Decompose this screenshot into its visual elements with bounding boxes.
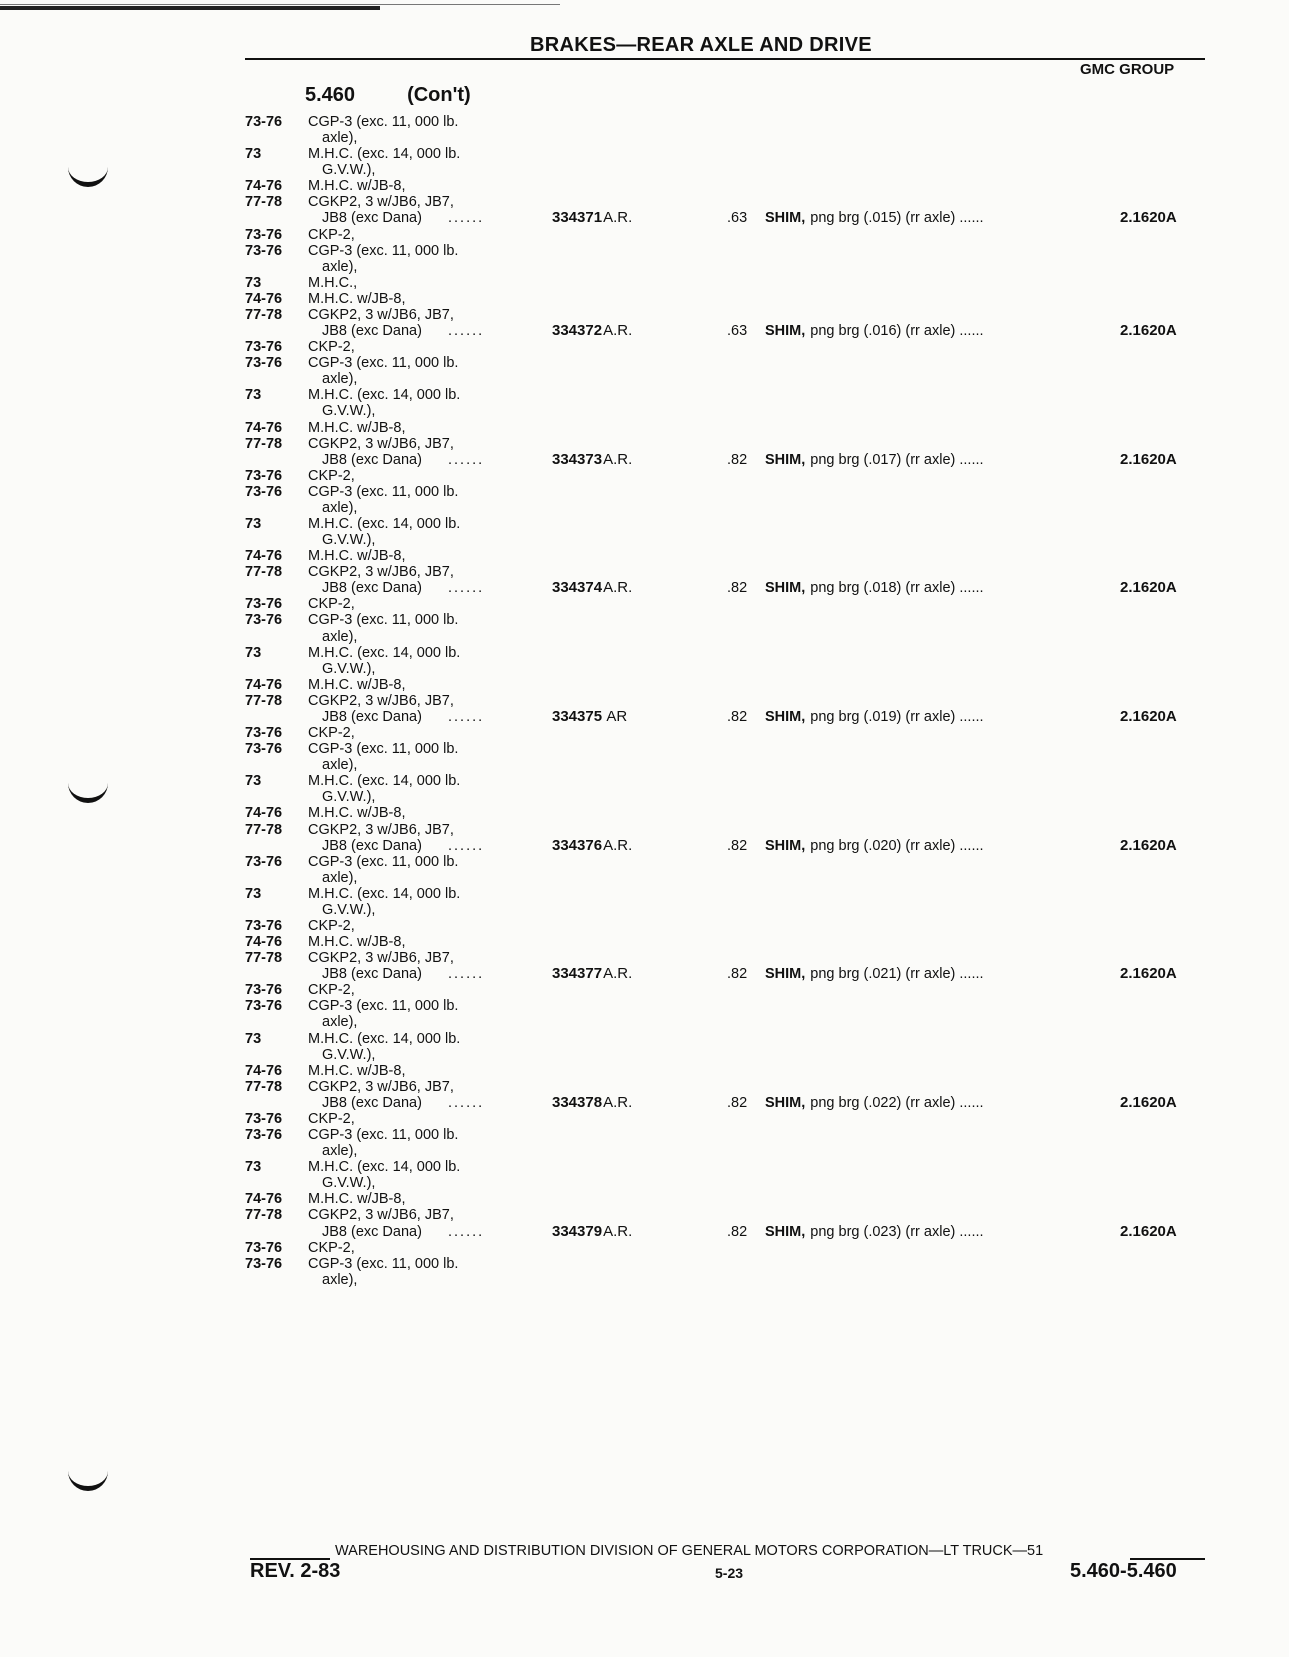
group-number: 2.1620A	[1120, 836, 1177, 854]
application-continued: JB8 (exc Dana)	[322, 210, 422, 227]
part-description	[765, 452, 984, 468]
model-application: CGKP2, 3 w/JB6, JB7,	[308, 1078, 454, 1095]
model-application: M.H.C. w/JB-8,	[308, 805, 406, 822]
model-years: 74-76	[245, 1062, 283, 1079]
model-application: CKP-2,	[308, 918, 355, 934]
application-continued: G.V.W.),	[322, 532, 376, 549]
as-required: A.R.	[603, 579, 633, 597]
part-name: SHIM,	[765, 837, 806, 854]
part-name: SHIM,	[765, 580, 806, 597]
application-continued: axle),	[322, 1271, 358, 1288]
model-application: CKP-2,	[308, 226, 355, 243]
part-detail: png brg (.019) (rr axle) ......	[810, 708, 984, 725]
model-application: M.H.C. w/JB-8,	[308, 934, 406, 951]
page-title: BRAKES—REAR AXLE AND DRIVE	[530, 34, 872, 56]
model-application: CKP-2,	[308, 982, 355, 999]
model-years: 73-76	[245, 483, 283, 500]
binder-hole-mark	[68, 1468, 108, 1491]
revision-label: REV. 2-83	[250, 1560, 341, 1582]
leader-dots: ......	[448, 451, 485, 468]
model-application: CKP-2,	[308, 339, 355, 356]
model-years: 73-76	[245, 982, 283, 999]
model-application: CGKP2, 3 w/JB6, JB7,	[308, 1207, 454, 1224]
application-continued: JB8 (exc Dana)	[322, 323, 422, 340]
part-description	[765, 709, 984, 725]
model-years: 77-78	[245, 1207, 283, 1224]
application-continued: axle),	[322, 757, 358, 774]
application-continued: G.V.W.),	[322, 901, 376, 918]
model-application: M.H.C. w/JB-8,	[308, 676, 406, 693]
model-application: CGP-3 (exc. 11, 000 lb.	[308, 114, 459, 130]
as-required: A.R.	[603, 1222, 633, 1240]
group-number: 2.1620A	[1120, 1093, 1177, 1111]
part-detail: png brg (.018) (rr axle) ......	[810, 580, 984, 597]
model-application: M.H.C. w/JB-8,	[308, 548, 406, 565]
part-number-cell	[552, 210, 632, 226]
part-detail: png brg (.023) (rr axle) ......	[810, 1223, 984, 1240]
part-description	[765, 838, 984, 854]
part-description	[765, 580, 984, 596]
application-continued: axle),	[322, 1143, 358, 1160]
part-name: SHIM,	[765, 708, 806, 725]
part-number-cell	[552, 452, 632, 468]
part-number: 334371	[552, 209, 603, 227]
binder-hole-mark	[68, 164, 108, 187]
leader-dots: ......	[448, 1094, 485, 1111]
application-continued: G.V.W.),	[322, 162, 376, 179]
application-continued: JB8 (exc Dana)	[322, 451, 422, 468]
model-application: M.H.C. (exc. 14, 000 lb.	[308, 516, 461, 532]
model-years: 77-78	[245, 692, 283, 709]
model-years: 73-76	[245, 596, 283, 613]
model-application: CGKP2, 3 w/JB6, JB7,	[308, 564, 454, 581]
model-application: CGP-3 (exc. 11, 000 lb.	[308, 355, 459, 372]
list-price: .82	[727, 708, 748, 725]
model-application: CGP-3 (exc. 11, 000 lb.	[308, 1255, 459, 1272]
model-application: CGP-3 (exc. 11, 000 lb.	[308, 741, 459, 758]
group-label: GMC GROUP	[1080, 61, 1175, 78]
list-price: .82	[727, 451, 748, 468]
application-continued: axle),	[322, 628, 358, 645]
application-continued: G.V.W.),	[322, 660, 376, 677]
part-number: 334377	[552, 965, 603, 983]
application-continued: JB8 (exc Dana)	[322, 1094, 422, 1111]
model-application: CGP-3 (exc. 11, 000 lb.	[308, 612, 459, 629]
model-application: CGKP2, 3 w/JB6, JB7,	[308, 194, 454, 211]
model-years: 73-76	[245, 467, 283, 484]
model-application: M.H.C. w/JB-8,	[308, 1191, 406, 1208]
application-continued: JB8 (exc Dana)	[322, 1223, 422, 1240]
list-price: .82	[727, 580, 748, 597]
part-name: SHIM,	[765, 210, 806, 227]
application-continued: JB8 (exc Dana)	[322, 708, 422, 725]
model-years: 73-76	[245, 226, 283, 243]
model-years: 73-76	[245, 998, 283, 1015]
model-years: 73-76	[245, 114, 283, 130]
model-years: 77-78	[245, 435, 283, 452]
part-detail: png brg (.017) (rr axle) ......	[810, 451, 984, 468]
model-application: CGKP2, 3 w/JB6, JB7,	[308, 435, 454, 452]
model-years: 73-76	[245, 355, 283, 372]
application-continued: G.V.W.),	[322, 1046, 376, 1063]
model-years: 74-76	[245, 934, 283, 951]
group-number: 2.1620A	[1120, 1222, 1177, 1240]
part-detail: png brg (.020) (rr axle) ......	[810, 837, 984, 854]
as-required: A.R.	[603, 450, 633, 468]
model-years: 73-76	[245, 1255, 283, 1272]
model-years: 73	[245, 1159, 262, 1176]
part-description	[765, 323, 984, 339]
application-continued: axle),	[322, 869, 358, 886]
model-application: CGP-3 (exc. 11, 000 lb.	[308, 853, 459, 870]
model-years: 73	[245, 773, 262, 790]
model-application: CGKP2, 3 w/JB6, JB7,	[308, 821, 454, 838]
model-application: M.H.C.,	[308, 274, 358, 291]
list-price: .82	[727, 1223, 748, 1240]
model-application: M.H.C. (exc. 14, 000 lb.	[308, 1159, 461, 1176]
part-name: SHIM,	[765, 1223, 806, 1240]
part-number: 334373	[552, 450, 603, 468]
part-detail: png brg (.015) (rr axle) ......	[810, 210, 984, 227]
model-years: 74-76	[245, 178, 283, 195]
part-name: SHIM,	[765, 451, 806, 468]
model-application: M.H.C. w/JB-8,	[308, 419, 406, 436]
leader-dots: ......	[448, 966, 485, 983]
model-application: M.H.C. (exc. 14, 000 lb.	[308, 773, 461, 790]
leader-dots: ......	[448, 708, 485, 725]
part-name: SHIM,	[765, 966, 806, 983]
model-years: 77-78	[245, 1078, 283, 1095]
group-number: 2.1620A	[1120, 965, 1177, 983]
as-required: A.R.	[603, 965, 633, 983]
part-number-cell	[552, 1224, 632, 1240]
application-continued: JB8 (exc Dana)	[322, 837, 422, 854]
model-years: 77-78	[245, 306, 283, 323]
part-number: 334379	[552, 1222, 603, 1240]
group-number: 2.1620A	[1120, 322, 1177, 340]
as-required: A.R.	[603, 209, 633, 227]
part-number-cell	[552, 1095, 632, 1111]
model-application: M.H.C. w/JB-8,	[308, 1062, 406, 1079]
part-number: 334378	[552, 1093, 603, 1111]
section-number: 5.460	[305, 84, 356, 106]
leader-dots: ......	[448, 837, 485, 854]
model-application: CGKP2, 3 w/JB6, JB7,	[308, 692, 454, 709]
section-heading	[305, 84, 471, 107]
model-application: M.H.C. (exc. 14, 000 lb.	[308, 146, 461, 163]
model-years: 77-78	[245, 821, 283, 838]
model-application: CGKP2, 3 w/JB6, JB7,	[308, 306, 454, 323]
model-years: 77-78	[245, 194, 283, 211]
model-application: M.H.C. w/JB-8,	[308, 290, 406, 307]
page-number: 5-23	[715, 1565, 744, 1581]
model-years: 74-76	[245, 419, 283, 436]
application-continued: axle),	[322, 130, 358, 147]
model-application: M.H.C. (exc. 14, 000 lb.	[308, 1030, 461, 1047]
application-continued: axle),	[322, 258, 358, 275]
leader-dots: ......	[448, 210, 485, 227]
part-number: 334372	[552, 322, 603, 340]
part-description	[765, 1095, 984, 1111]
scan-top-rule	[0, 6, 380, 10]
application-continued: G.V.W.),	[322, 403, 376, 420]
binder-hole-mark	[68, 780, 108, 803]
model-years: 74-76	[245, 290, 283, 307]
model-application: CKP-2,	[308, 725, 355, 742]
part-description	[765, 966, 984, 982]
application-continued: axle),	[322, 371, 358, 388]
part-number-cell	[552, 580, 632, 596]
part-name: SHIM,	[765, 1094, 806, 1111]
model-application: M.H.C. (exc. 14, 000 lb.	[308, 644, 461, 661]
model-application: CKP-2,	[308, 467, 355, 484]
model-years: 73	[245, 644, 262, 661]
model-years: 77-78	[245, 950, 283, 967]
model-years: 73	[245, 885, 262, 902]
group-number: 2.1620A	[1120, 450, 1177, 468]
model-application: CKP-2,	[308, 1110, 355, 1127]
part-detail: png brg (.022) (rr axle) ......	[810, 1094, 984, 1111]
section-range: 5.460-5.460	[1070, 1560, 1177, 1582]
leader-dots: ......	[448, 323, 485, 340]
footer-text: WAREHOUSING AND DISTRIBUTION DIVISION OF GENERAL MOTORS CORPORATION—LT TRUCK—51	[335, 1543, 1044, 1559]
model-years: 73-76	[245, 339, 283, 356]
part-description	[765, 210, 984, 226]
list-price: .82	[727, 837, 748, 854]
as-required: A.R.	[603, 836, 633, 854]
model-application: CGKP2, 3 w/JB6, JB7,	[308, 950, 454, 967]
model-application: M.H.C. (exc. 14, 000 lb.	[308, 387, 461, 404]
application-continued: JB8 (exc Dana)	[322, 966, 422, 983]
part-number: 334374	[552, 579, 603, 597]
model-years: 73-76	[245, 725, 283, 742]
model-years: 73	[245, 146, 262, 163]
group-number: 2.1620A	[1120, 707, 1177, 725]
application-continued: G.V.W.),	[322, 1175, 376, 1192]
leader-dots: ......	[448, 580, 485, 597]
part-number-cell	[552, 323, 632, 339]
part-number: 334375	[552, 707, 603, 725]
model-years: 74-76	[245, 805, 283, 822]
application-continued: JB8 (exc Dana)	[322, 580, 422, 597]
application-continued: G.V.W.),	[322, 789, 376, 806]
part-number-cell	[552, 966, 632, 982]
group-number: 2.1620A	[1120, 209, 1177, 227]
model-years: 73	[245, 1030, 262, 1047]
model-years: 73-76	[245, 853, 283, 870]
list-price: .63	[727, 210, 748, 227]
model-application: CGP-3 (exc. 11, 000 lb.	[308, 1127, 459, 1144]
list-price: .63	[727, 323, 748, 340]
model-application: CGP-3 (exc. 11, 000 lb.	[308, 242, 459, 259]
model-application: CGP-3 (exc. 11, 000 lb.	[308, 998, 459, 1015]
model-years: 73-76	[245, 918, 283, 934]
model-years: 73	[245, 274, 262, 291]
as-required: A.R.	[603, 322, 633, 340]
model-application: CKP-2,	[308, 1239, 355, 1256]
part-detail: png brg (.021) (rr axle) ......	[810, 966, 984, 983]
leader-dots: ......	[448, 1223, 485, 1240]
part-number: 334376	[552, 836, 603, 854]
list-price: .82	[727, 966, 748, 983]
part-name: SHIM,	[765, 323, 806, 340]
list-price: .82	[727, 1094, 748, 1111]
model-years: 74-76	[245, 676, 283, 693]
model-application: M.H.C. (exc. 14, 000 lb.	[308, 885, 461, 902]
model-years: 73-76	[245, 612, 283, 629]
header-rule	[245, 58, 1205, 60]
model-years: 74-76	[245, 1191, 283, 1208]
part-number-cell	[552, 709, 627, 725]
model-application: CKP-2,	[308, 596, 355, 613]
model-application: CGP-3 (exc. 11, 000 lb.	[308, 483, 459, 500]
model-years: 77-78	[245, 564, 283, 581]
model-years: 74-76	[245, 548, 283, 565]
application-continued: axle),	[322, 499, 358, 516]
as-required: A.R.	[603, 1093, 633, 1111]
group-number: 2.1620A	[1120, 579, 1177, 597]
model-years: 73-76	[245, 1110, 283, 1127]
part-detail: png brg (.016) (rr axle) ......	[810, 323, 984, 340]
model-application: M.H.C. w/JB-8,	[308, 178, 406, 195]
part-description	[765, 1224, 984, 1240]
model-years: 73	[245, 516, 262, 532]
as-required: AR	[603, 707, 628, 725]
model-years: 73	[245, 387, 262, 404]
application-continued: axle),	[322, 1014, 358, 1031]
section-continued: (Con't)	[407, 84, 471, 106]
model-years: 73-76	[245, 741, 283, 758]
model-years: 73-76	[245, 1127, 283, 1144]
model-years: 73-76	[245, 242, 283, 259]
model-years: 73-76	[245, 1239, 283, 1256]
scan-top-edge	[0, 4, 560, 5]
part-number-cell	[552, 838, 632, 854]
